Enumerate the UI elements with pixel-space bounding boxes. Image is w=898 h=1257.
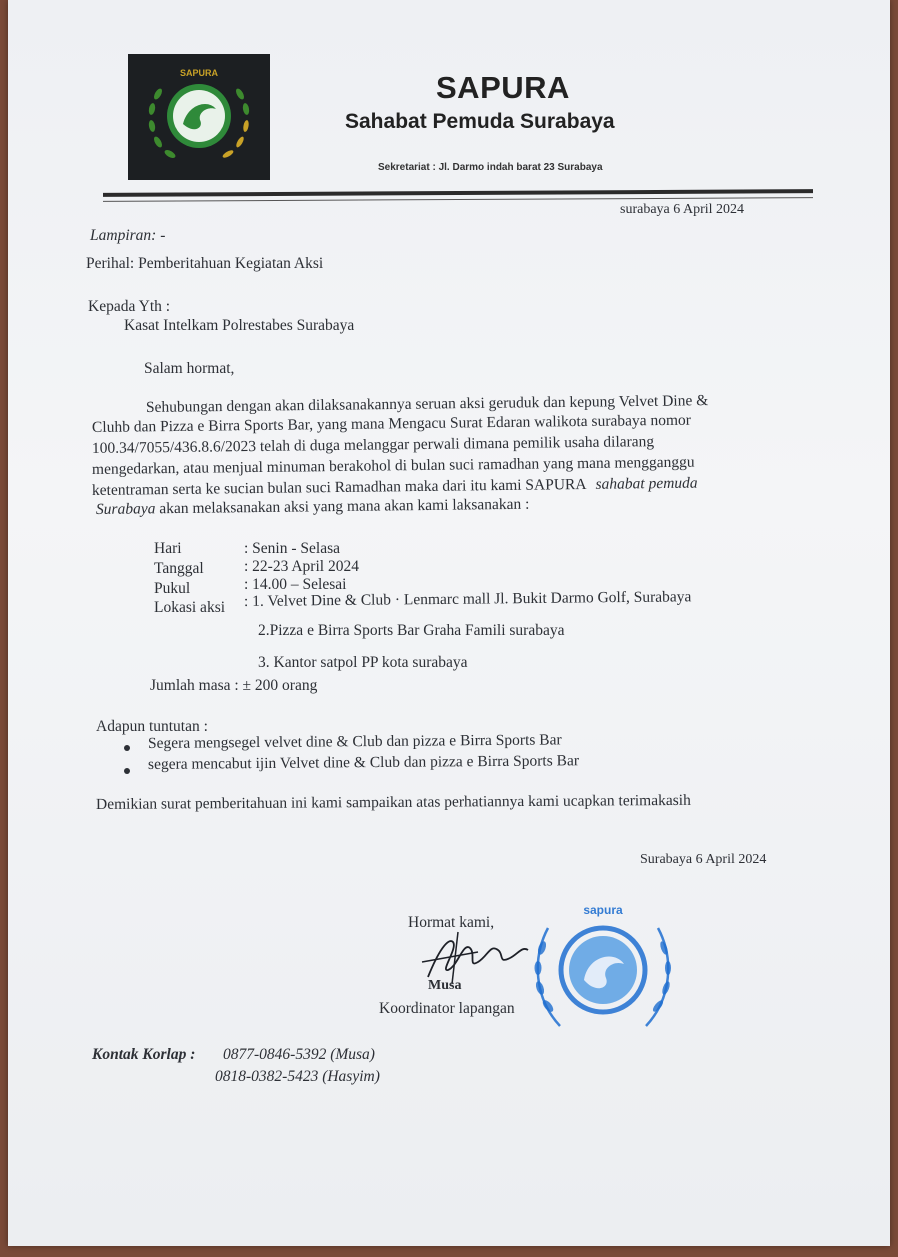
signer-name: Musa: [428, 978, 462, 993]
detail-value-pukul: : 14.00 – Selesai: [244, 576, 347, 593]
organization-subtitle: Sahabat Pemuda Surabaya: [345, 110, 615, 133]
tuntutan-title: Adapun tuntutan :: [96, 718, 208, 735]
logo-text: SAPURA: [179, 68, 219, 78]
body-italic-org: sahabat pemuda: [595, 474, 698, 493]
detail-label-hari: Hari: [154, 540, 182, 557]
body-line-text: ketentraman serta ke sucian bulan suci Ramadhan maka dari itu kami SAPURA: [91, 475, 586, 499]
tuntutan-item: segera mencabut ijin Velvet dine & Club dan pizza e Birra Sports Bar: [147, 752, 580, 773]
perihal: Perihal: Pemberitahuan Kegiatan Aksi: [86, 255, 324, 272]
body-line: mengedarkan, atau menjual minuman berakohol di bulan suci ramadhan yang mana mengganggu: [91, 453, 695, 478]
detail-lokasi-2: 2.Pizza e Birra Sports Bar Graha Famili surabaya: [258, 622, 565, 639]
detail-lokasi-1: : 1. Velvet Dine & Club · Lenmarc mall Jl. Bukit Darmo Golf, Surabaya: [243, 588, 692, 610]
body-italic-city: Surabaya: [95, 500, 156, 518]
contact-label: Kontak Korlap :: [92, 1046, 196, 1063]
stamp-text: sapura: [583, 903, 623, 917]
closing-sentence: Demikian surat pemberitahuan ini kami sampaikan atas perhatiannya kami ucapkan terimakasih: [95, 791, 691, 813]
detail-label-pukul: Pukul: [154, 580, 191, 597]
contact-phone-2: 0818-0382-5423 (Hasyim): [215, 1068, 380, 1085]
detail-jumlah: Jumlah masa : ± 200 orang: [150, 677, 318, 694]
recipient: Kasat Intelkam Polrestabes Surabaya: [124, 317, 355, 334]
organization-address: Sekretariat : Jl. Darmo indah barat 23 Surabaya: [378, 162, 603, 173]
detail-lokasi-3: 3. Kantor satpol PP kota surabaya: [258, 654, 468, 671]
body-line-text: akan melaksanakan aksi yang mana akan kami laksanakan :: [159, 495, 530, 518]
detail-value-hari: : Senin - Selasa: [244, 540, 340, 557]
header-divider: [103, 189, 813, 197]
letter-date-bottom: Surabaya 6 April 2024: [640, 852, 767, 867]
logo-emblem-icon: [128, 54, 270, 180]
contact-phone-1: 0877-0846-5392 (Musa): [223, 1046, 375, 1063]
body-line: [96, 496, 530, 519]
signer-role: Koordinator lapangan: [379, 1000, 515, 1017]
body-line: 100.34/7055/436.8.6/2023 telah di duga melanggar perwali dimana pemilik usaha dilarang: [91, 433, 655, 457]
hormat-kami: Hormat kami,: [408, 914, 495, 931]
salutation: Salam hormat,: [144, 360, 235, 377]
body-line: Sehubungan dengan akan dilaksanakannya seruan aksi geruduk dan kepung Velvet Dine &: [145, 392, 709, 416]
lampiran: Lampiran: -: [90, 227, 166, 244]
kepada: Kepada Yth :: [88, 298, 171, 315]
detail-value-tanggal: : 22-23 April 2024: [244, 558, 359, 575]
letter-paper: [8, 0, 890, 1246]
detail-label-lokasi: Lokasi aksi: [154, 599, 226, 616]
organization-name: SAPURA: [436, 70, 570, 105]
bullet-icon: [124, 745, 130, 751]
tuntutan-item: Segera mengsegel velvet dine & Club dan pizza e Birra Sports Bar: [147, 731, 562, 752]
bullet-icon: [124, 768, 130, 774]
detail-label-tanggal: Tanggal: [154, 560, 204, 577]
body-line: [92, 475, 698, 500]
body-line: Cluhb dan Pizza e Birra Sports Bar, yang mana Mengacu Surat Edaran walikota surabaya nomor: [91, 411, 692, 436]
organization-logo: [128, 54, 270, 180]
letter-date-top: surabaya 6 April 2024: [620, 202, 745, 217]
